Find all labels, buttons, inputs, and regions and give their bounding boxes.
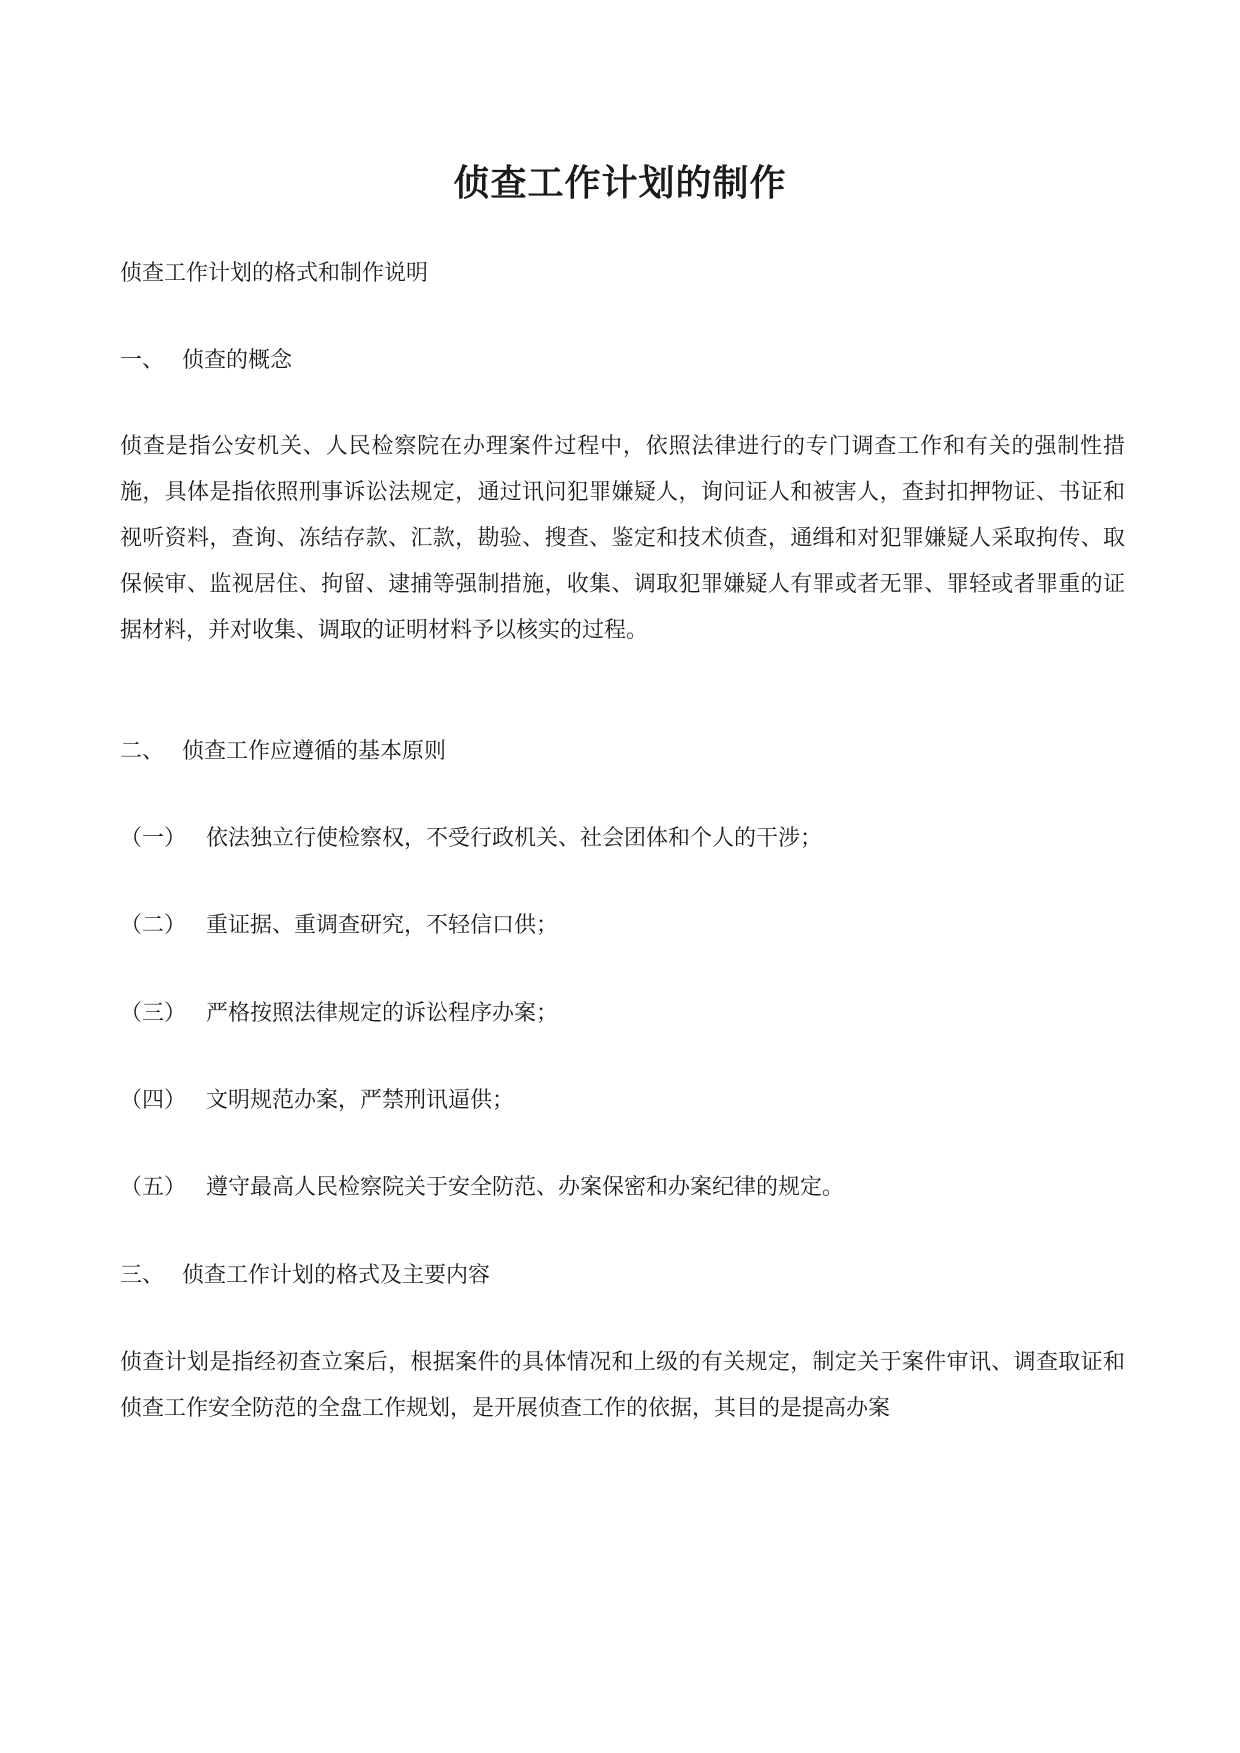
list-item-number: （二） (120, 913, 187, 938)
list-item (120, 823, 822, 855)
list-item-number: （三） (120, 1001, 187, 1026)
section-heading-2 (120, 736, 446, 768)
section-heading-text: 侦查工作计划的格式及主要内容 (182, 1263, 491, 1288)
section-heading-text: 侦查工作应遵循的基本原则 (182, 739, 447, 764)
section-heading-text: 侦查的概念 (182, 348, 293, 373)
section-body-1: 侦查是指公安机关、人民检察院在办理案件过程中，依照法律进行的专门调查工作和有关的强制性措施，具体是指依照刑事诉讼法规定，通过讯问犯罪嫌疑人，询问证人和被害人，查封扣押物证、书证和视听资料，查询、冻结存款、汇款，勘验、搜查、鉴定和技术侦查，通缉和对犯罪嫌疑人采取拘传、取保候审、监视居住、拘留、逮捕等强制措施，收集、调取犯罪嫌疑人有罪或者无罪、罪轻或者罪重的证据材料，并对收集、调取的证明材料予以核实的过程。 (120, 434, 1125, 643)
list-item (120, 1172, 844, 1204)
section-heading-1 (120, 345, 292, 377)
document-subtitle: 侦查工作计划的格式和制作说明 (120, 261, 429, 286)
page-title: 侦查工作计划的制作 (453, 162, 787, 204)
list-item-text: 严格按照法律规定的诉讼程序办案； (206, 1001, 559, 1026)
section-number: 一、 (120, 348, 165, 373)
section-number: 二、 (120, 739, 165, 764)
section-number: 三、 (120, 1263, 165, 1288)
section-body-3: 侦查计划是指经初查立案后，根据案件的具体情况和上级的有关规定，制定关于案件审讯、调查取证和侦查工作安全防范的全盘工作规划，是开展侦查工作的依据，其目的是提高办案 (120, 1350, 1125, 1421)
list-item-text: 依法独立行使检察权，不受行政机关、社会团体和个人的干涉； (206, 826, 823, 851)
list-item-number: （五） (120, 1175, 187, 1200)
list-item (120, 910, 558, 942)
list-item-text: 文明规范办案，严禁刑讯逼供； (206, 1088, 515, 1113)
list-item (120, 998, 558, 1030)
list-item-text: 重证据、重调查研究，不轻信口供； (206, 913, 559, 938)
list-item-number: （一） (120, 826, 187, 851)
section-heading-3 (120, 1260, 490, 1292)
list-item-text: 遵守最高人民检察院关于安全防范、办案保密和办案纪律的规定。 (206, 1175, 845, 1200)
list-item (120, 1085, 514, 1117)
list-item-number: （四） (120, 1088, 187, 1113)
